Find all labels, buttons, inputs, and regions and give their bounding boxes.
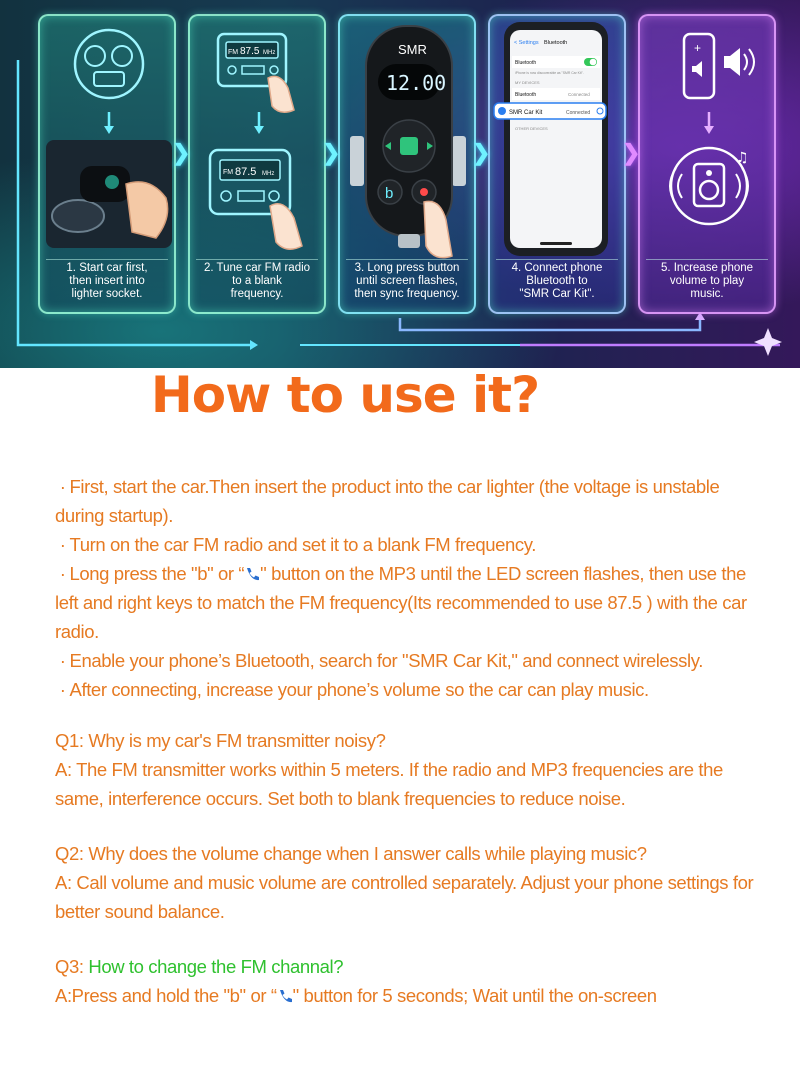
phone-discoverable: iPhone is now discoverable as "SMR Car Kit". [515, 71, 584, 75]
phone-call-icon [244, 566, 260, 582]
radio-icon [190, 16, 328, 264]
faq-question: Q1: Why is my car's FM transmitter noisy? [55, 730, 386, 751]
volume-icon [640, 16, 778, 264]
faq-question: Q3: How to change the FM channal? [55, 956, 344, 977]
page-title: How to use it? [150, 366, 540, 424]
faq-question: Q2: Why does the volume change when I answer calls while playing music? [55, 843, 647, 864]
phone-call-icon [277, 988, 293, 1004]
phone-other-devices: OTHER DEVICES [515, 126, 548, 131]
phone-title: Bluetooth [544, 40, 568, 46]
faq-answer: A: Call volume and music volume are controlled separately. Adjust your phone settings for better sound balance. [55, 872, 754, 922]
step-divider [646, 259, 768, 260]
faq-item-3 [55, 952, 755, 1010]
step-1-caption: 1. Start car first, then insert into lighter socket. [66, 262, 148, 300]
step-divider [46, 259, 168, 260]
step-3-card [338, 14, 476, 314]
device-brand: SMR [398, 42, 427, 57]
phone-device-2: SMR Car Kit [509, 110, 543, 116]
phone-device-2-status: Connected [566, 110, 591, 116]
device-button-b: b [385, 185, 394, 202]
bluetooth-icon [490, 16, 628, 264]
step-2-caption: 2. Tune car FM radio to a blank frequency. [203, 262, 311, 300]
instruction-banner [0, 0, 800, 368]
radio-band-2: FM [223, 169, 234, 176]
step-4-card [488, 14, 626, 314]
svg-text:+: + [694, 41, 702, 55]
radio-band: FM [228, 49, 239, 56]
instruction-item: · Long press the "b" or “ " button on the MP3 until the LED screen flashes, then use the left and right keys to match the FM frequency(Its recommended to use 87.5 ) with the car radio. [55, 563, 747, 642]
phone-device-1: Bluetooth [515, 92, 537, 98]
radio-frequency: 87.5 [240, 46, 260, 57]
step-divider [496, 259, 618, 260]
fm-transmitter-icon [340, 16, 478, 264]
chevron-right-icon: ❯ [322, 140, 341, 165]
faq-item-2 [55, 839, 755, 926]
chevron-right-icon: ❯ [622, 140, 641, 165]
step-1-card [38, 14, 176, 314]
step-divider [196, 259, 318, 260]
instruction-item: · After connecting, increase your phone’s volume so the car can play music. [59, 679, 649, 700]
step-5-caption: 5. Increase phone volume to play music. [660, 262, 754, 300]
instruction-item: · Enable your phone’s Bluetooth, search for "SMR Car Kit," and connect wirelessly. [59, 650, 703, 671]
faq-answer: A:Press and hold the "b" or “ " button for 5 seconds; Wait until the on-screen [55, 985, 657, 1006]
device-display: 12.00 [386, 71, 447, 95]
chevron-right-icon: ❯ [472, 140, 491, 165]
instruction-item: · Turn on the car FM radio and set it to a blank FM frequency. [59, 534, 536, 555]
step-4-caption: 4. Connect phone Bluetooth to "SMR Car Kit". [511, 262, 603, 300]
step-divider [346, 259, 468, 260]
dashboard-icon [40, 16, 178, 264]
svg-text:♫: ♫ [736, 150, 749, 166]
instructions-content [55, 472, 755, 1010]
instruction-item: · First, start the car.Then insert the product into the car lighter (the voltage is unstable during startup). [55, 476, 720, 526]
phone-my-devices: MY DEVICES [515, 80, 540, 85]
faq-item-1 [55, 726, 755, 813]
radio-unit-2: MHz [262, 171, 275, 177]
faq-answer: A: The FM transmitter works within 5 meters. If the radio and MP3 frequencies are the same, interference occurs. Set both to blank frequencies to reduce noise. [55, 759, 723, 809]
radio-unit: MHz [263, 50, 276, 56]
radio-frequency-2: 87.5 [235, 166, 257, 178]
step-5-card [638, 14, 776, 314]
phone-device-1-status: Connected [568, 92, 590, 97]
phone-row-bluetooth: Bluetooth [515, 60, 537, 66]
phone-back: < Settings [514, 40, 539, 46]
step-2-card [188, 14, 326, 314]
faq-question-highlight: How to change the FM channal? [88, 956, 344, 977]
chevron-right-icon: ❯ [172, 140, 191, 165]
step-3-caption: 3. Long press button until screen flashes, then sync frequency. [354, 262, 460, 300]
